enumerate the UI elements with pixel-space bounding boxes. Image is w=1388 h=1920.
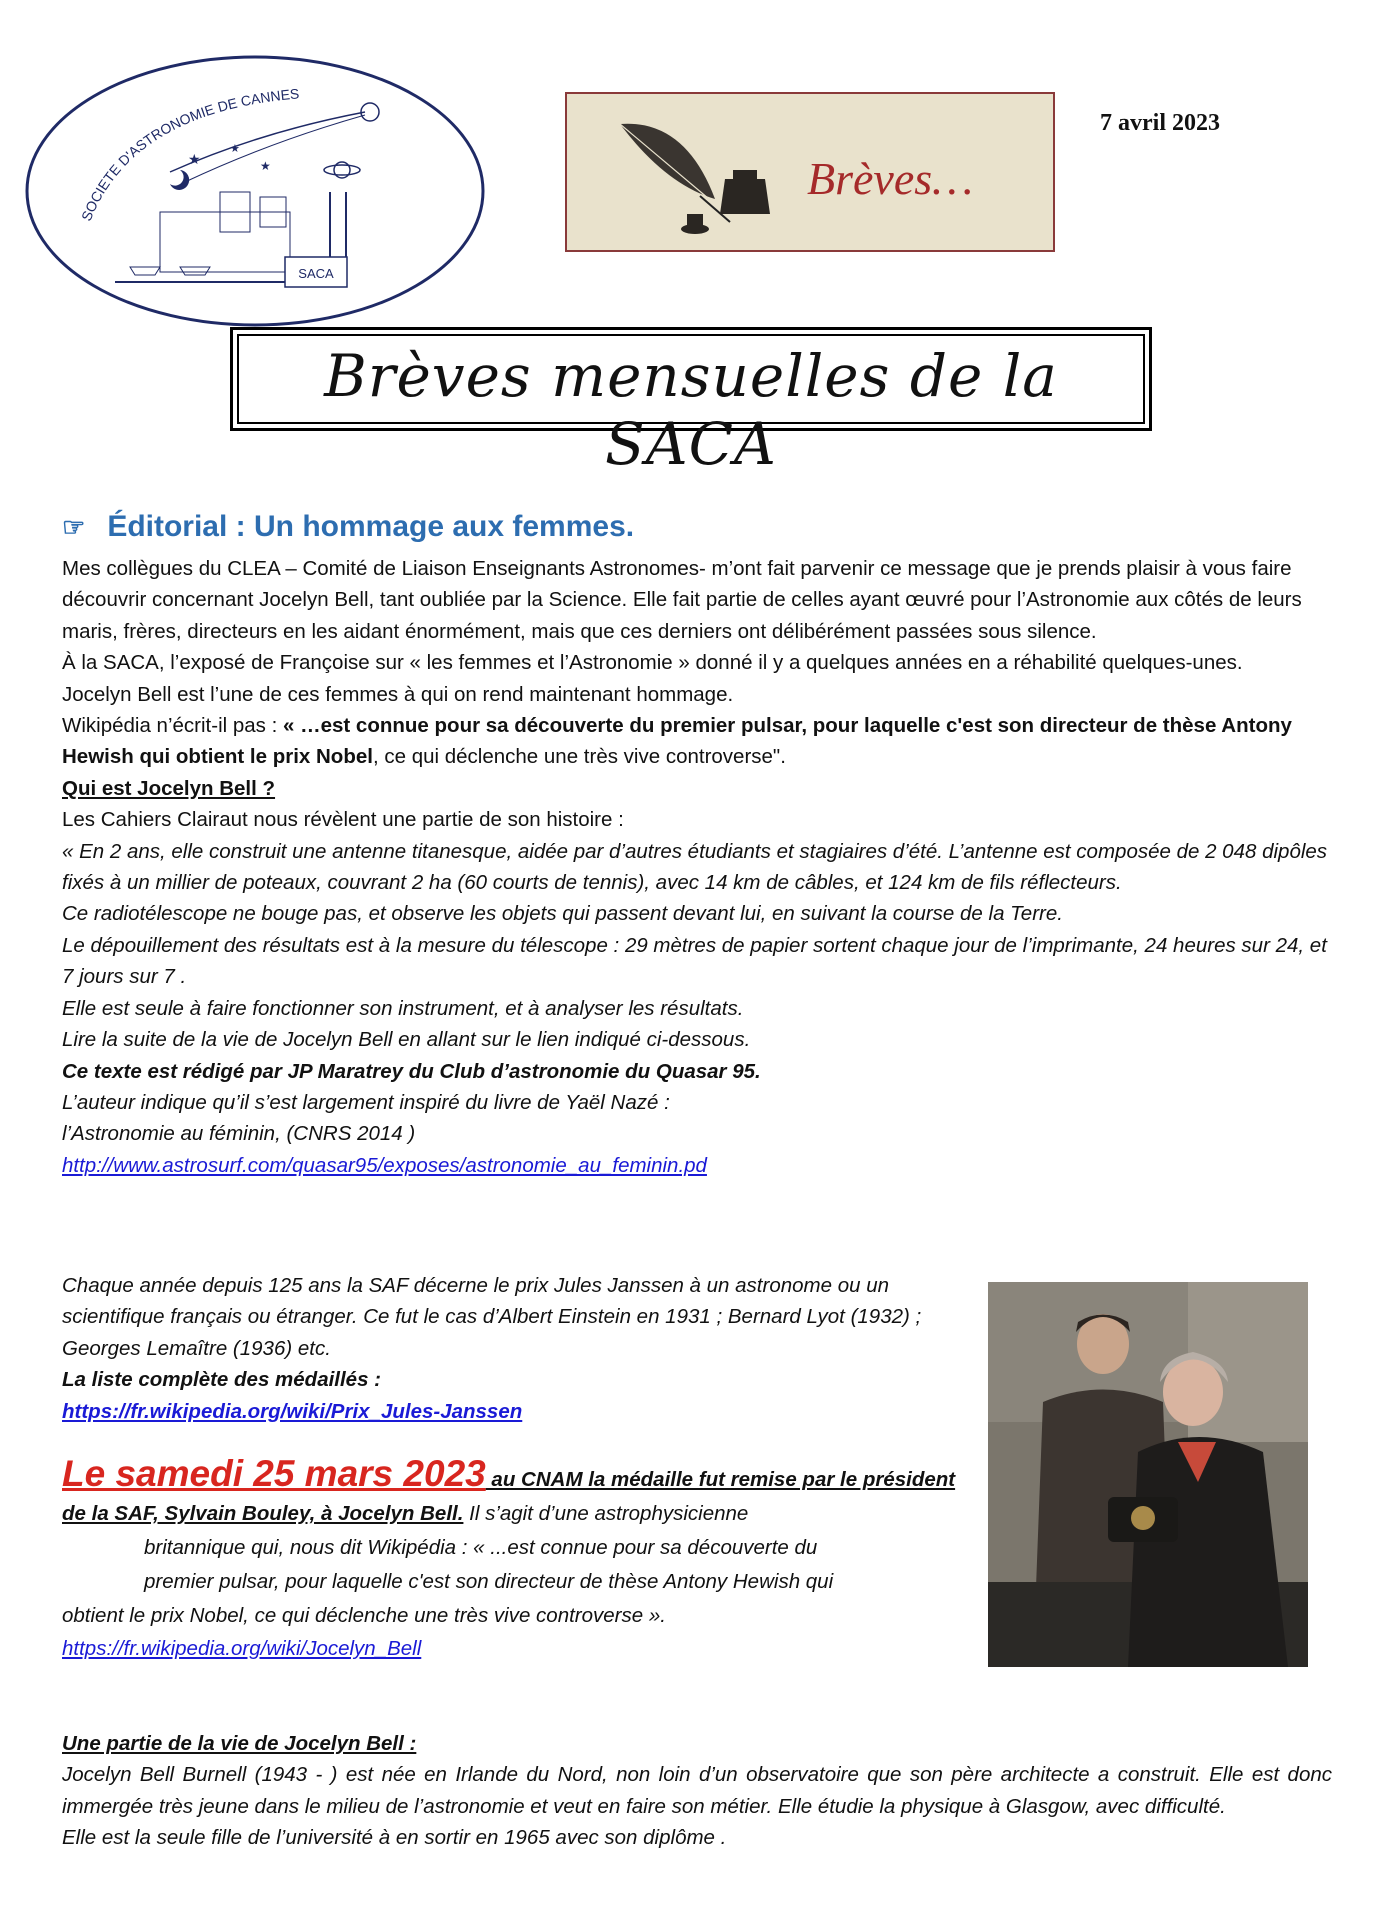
- astrosurf-link[interactable]: http://www.astrosurf.com/quasar95/exposes/astronomie_au_feminin.pd: [62, 1153, 707, 1177]
- jocelyn-wiki-link[interactable]: https://fr.wikipedia.org/wiki/Jocelyn_Bell: [62, 1637, 422, 1661]
- title-banner: [230, 327, 1152, 478]
- svg-text:★: ★: [230, 143, 240, 155]
- editorial-para-2: À la SACA, l’exposé de Françoise sur « les femmes et l’Astronomie » donné il y a quelques années en a réhabilité quelques-unes.: [62, 651, 1243, 675]
- life-heading: Une partie de la vie de Jocelyn Bell :: [62, 1732, 417, 1755]
- quote-alone: Elle est seule à faire fonctionner son instrument, et à analyser les résultats.: [62, 996, 744, 1020]
- cahiers-intro: Les Cahiers Clairaut nous révèlent une partie de son histoire :: [62, 808, 624, 832]
- quote-antenna: « En 2 ans, elle construit une antenne titanesque, aidée par d’autres étudiants et stagiaires d’été. L’antenne est composée de 2 048 dipôles fixés à un millier de poteaux, couvrant 2 ha (60 courts de tennis), avec 14 km de câbles, et 124 km de fils réflecteurs.: [62, 839, 1328, 895]
- medal-list-heading: La liste complète des médaillés :: [62, 1368, 382, 1392]
- wiki-quote-end: , ce qui déclenche une très vive controverse".: [372, 745, 786, 769]
- quote-radiotelescope: Ce radiotélescope ne bouge pas, et observe les objets qui passent devant lui, en suivant la course de la Terre.: [62, 902, 1063, 926]
- book-reference: l’Astronomie au féminin, (CNRS 2014 ): [62, 1122, 416, 1146]
- life-section: [62, 1728, 1332, 1854]
- saca-logo: [20, 52, 490, 330]
- ceremony-paragraph: [62, 1453, 968, 1633]
- wiki-quote-bold: « …est connue pour sa découverte du premier pulsar, pour laquelle c'est son directeur de thèse Antony Hewish qui obtient le prix Nobel: [62, 714, 1292, 769]
- janssen-wiki-link[interactable]: https://fr.wikipedia.org/wiki/Prix_Jules-Janssen: [62, 1399, 523, 1423]
- janssen-text: Chaque année depuis 125 ans la SAF décerne le prix Jules Janssen à un astronome ou un scientifique français ou étranger. Ce fut le cas d’Albert Einstein en 1931 ; Bernard Lyot (1932) ; Georges Lemaître (1936) etc.: [62, 1274, 922, 1360]
- editorial-heading: [62, 510, 634, 544]
- astro-line-4: obtient le prix Nobel, ce qui déclenche une très vive controverse ».: [62, 1604, 666, 1628]
- author-note: Ce texte est rédigé par JP Maratrey du Club d’astronomie du Quasar 95.: [62, 1059, 761, 1083]
- breves-label: Brèves…: [807, 153, 974, 204]
- ceremony-date: Le samedi 25 mars 2023: [62, 1453, 486, 1495]
- pointing-hand-icon: ☞: [62, 512, 86, 542]
- life-para-2: Elle est la seule fille de l’université à en sortir en 1965 avec son diplôme .: [62, 1826, 727, 1850]
- editorial-body: [62, 553, 1332, 1181]
- wiki-intro: Wikipédia n’écrit-il pas :: [62, 714, 284, 738]
- editorial-heading-text: Éditorial : Un hommage aux femmes.: [107, 510, 635, 543]
- astro-line-1: Il s’agit d’une astrophysicienne: [463, 1502, 749, 1526]
- astro-line-3: premier pulsar, pour laquelle c'est son directeur de thèse Antony Hewish qui: [144, 1570, 834, 1594]
- ceremony-text: au CNAM la médaille fut remise par le président de la SAF, Sylvain Bouley, à Jocelyn Bell.: [62, 1468, 956, 1526]
- janssen-section: [62, 1270, 968, 1664]
- svg-text:★: ★: [188, 151, 201, 167]
- issue-date: 7 avril 2023: [1100, 110, 1220, 136]
- who-heading: Qui est Jocelyn Bell ?: [62, 776, 276, 800]
- medal-ceremony-photo: [988, 1282, 1308, 1667]
- svg-text:★: ★: [260, 159, 271, 173]
- logo-ring-text: SOCIETE D'ASTRONOMIE DE CANNES: [77, 85, 300, 224]
- inspired-note: L’auteur indique qu’il s’est largement inspiré du livre de Yaël Nazé :: [62, 1090, 670, 1114]
- quote-results: Le dépouillement des résultats est à la mesure du télescope : 29 mètres de papier sortent chaque jour de l’imprimante, 24 heures sur 24, et 7 jours sur 7 .: [62, 933, 1327, 989]
- editorial-para-3: Jocelyn Bell est l’une de ces femmes à qui on rend maintenant hommage.: [62, 682, 734, 706]
- quill-inkwell-icon: [595, 104, 795, 244]
- editorial-para-1: Mes collègues du CLEA – Comité de Liaison Enseignants Astronomes- m’ont fait parvenir ce message que je prends plaisir à vous faire découvrir concernant Jocelyn Bell, tant oubliée par la Science. Elle fait partie de celles ayant œuvré pour l’Astronomie aux côtés de leurs maris, frères, directeurs en les aidant énormément, mais que ces derniers ont délibérément passées sous silence.: [62, 557, 1302, 643]
- life-para-1: Jocelyn Bell Burnell (1943 - ) est née en Irlande du Nord, non loin d’un observatoire que son père architecte a construit. Elle est donc immergée très jeune dans le milieu de l’astronomie et veut en faire son métier. Elle étudie la physique à Glasgow, avec difficulté.: [62, 1763, 1332, 1818]
- quote-read-more: Lire la suite de la vie de Jocelyn Bell en allant sur le lien indiqué ci-dessous.: [62, 1028, 751, 1052]
- astro-line-2: britannique qui, nous dit Wikipédia : « ...est connue pour sa découverte du: [144, 1536, 818, 1560]
- wikipedia-quote: [62, 710, 1332, 773]
- page-title: Brèves mensuelles de la SACA: [324, 342, 1058, 478]
- breves-banner: [565, 92, 1055, 252]
- logo-badge: SACA: [298, 266, 334, 281]
